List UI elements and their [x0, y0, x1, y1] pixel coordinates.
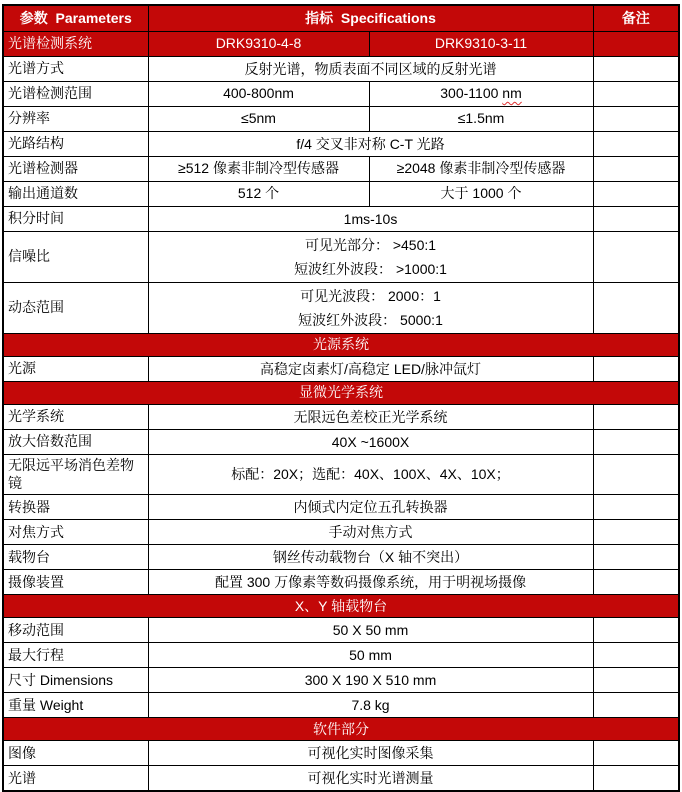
model-b-cell: DRK9310-3-11: [369, 31, 593, 56]
notes-cell: [593, 356, 679, 381]
spec-value-line: 配置 300 万像素等数码摄像系统，用于明视场摄像: [214, 574, 527, 591]
spec-row: [3, 231, 679, 282]
param-label-cell: 尺寸 Dimensions: [3, 668, 148, 693]
spec-value-cell: [148, 56, 593, 81]
spec-row: [3, 404, 679, 429]
section-header-row: [3, 381, 679, 404]
param-label-cell: 图像: [3, 741, 148, 766]
section-header-row: [3, 333, 679, 356]
notes-cell: [593, 206, 679, 231]
spec-value-cell: [148, 454, 593, 495]
spec-value-line: 可见光部分： >450:1: [304, 236, 437, 253]
spec-value-line: 50 X 50 mm: [332, 622, 409, 639]
notes-cell: [593, 618, 679, 643]
spec-row: [3, 741, 679, 766]
spec-value-cell: [148, 643, 593, 668]
spec-value-text: 300-1100: [440, 85, 503, 102]
param-label-cell: 光学系统: [3, 404, 148, 429]
spellcheck-underlined-text: nm: [502, 85, 522, 102]
spec-row: [3, 131, 679, 156]
notes-cell: [593, 643, 679, 668]
spec-value-line: 反射光谱，物质表面不同区域的反射光谱: [244, 60, 497, 77]
spec-value-line: 无限远色差校正光学系统: [293, 408, 448, 425]
spec-row: [3, 495, 679, 520]
spec-row: [3, 181, 679, 206]
spec-row: [3, 282, 679, 333]
notes-cell: [593, 131, 679, 156]
param-label-cell: 移动范围: [3, 618, 148, 643]
spec-row: [3, 81, 679, 106]
param-label-cell: 光路结构: [3, 131, 148, 156]
spec-row: [3, 429, 679, 454]
notes-cell: [593, 668, 679, 693]
spec-row: [3, 106, 679, 131]
section-title: 软件部分: [3, 718, 679, 741]
notes-cell: [593, 81, 679, 106]
param-label-cell: 光谱方式: [3, 56, 148, 81]
param-label-cell: 无限远平场消色差物镜: [3, 454, 148, 495]
spec-value-cell: ≥2048 像素非制冷型传感器: [369, 156, 593, 181]
notes-cell: [593, 106, 679, 131]
model-a-cell: DRK9310-4-8: [148, 31, 369, 56]
notes-cell: [593, 741, 679, 766]
spec-row: [3, 454, 679, 495]
param-label-cell: 转换器: [3, 495, 148, 520]
notes-cell: [593, 693, 679, 718]
spec-value-line: 高稳定卤素灯/高稳定 LED/脉冲氙灯: [260, 360, 481, 377]
spec-row: [3, 206, 679, 231]
spec-row: [3, 570, 679, 595]
section-header-row: [3, 718, 679, 741]
param-label-cell: 摄像装置: [3, 570, 148, 595]
col-header-specifications: 指标 Specifications: [148, 5, 593, 31]
spec-table: [2, 4, 680, 792]
model-header-row: [3, 31, 679, 56]
spec-row: [3, 356, 679, 381]
spec-value-cell: [148, 693, 593, 718]
spec-value-cell: [148, 545, 593, 570]
section-title: 光源系统: [3, 333, 679, 356]
param-label-cell: 信噪比: [3, 231, 148, 282]
notes-cell: [593, 282, 679, 333]
spec-row: [3, 56, 679, 81]
spec-value-cell: [148, 570, 593, 595]
spec-row: [3, 618, 679, 643]
param-label-cell: 动态范围: [3, 282, 148, 333]
notes-cell: [593, 495, 679, 520]
notes-cell: [593, 231, 679, 282]
section-header-row: [3, 595, 679, 618]
spec-row: [3, 545, 679, 570]
notes-cell: [593, 429, 679, 454]
param-label-cell: 光谱检测范围: [3, 81, 148, 106]
notes-cell: [593, 570, 679, 595]
spec-value-line: f/4 交叉非对称 C-T 光路: [296, 135, 445, 152]
spec-value-cell: ≤5nm: [148, 106, 369, 131]
notes-cell: [593, 454, 679, 495]
spec-value-line: 7.8 kg: [351, 697, 390, 714]
spec-row: [3, 643, 679, 668]
spec-value-line: 钢丝传动载物台（X 轴不突出）: [272, 549, 469, 566]
spec-value-cell: [148, 495, 593, 520]
spec-value-line: 可视化实时图像采集: [307, 745, 434, 762]
spec-value-cell: [148, 618, 593, 643]
spec-value-line: 短波红外波段： >1000:1: [294, 260, 447, 277]
spec-value-cell: ≤1.5nm: [369, 106, 593, 131]
param-label-cell: 载物台: [3, 545, 148, 570]
param-label-cell: 光谱检测系统: [3, 31, 148, 56]
spec-value-line: 50 mm: [349, 647, 392, 664]
spec-row: [3, 693, 679, 718]
notes-cell: [593, 31, 679, 56]
spec-value-cell: ≥512 像素非制冷型传感器: [148, 156, 369, 181]
spec-table-body: [3, 31, 679, 791]
spec-value-cell: [148, 404, 593, 429]
param-label-cell: 光谱: [3, 766, 148, 791]
section-title: 显微光学系统: [3, 381, 679, 404]
spec-value-cell: [148, 520, 593, 545]
param-label-cell: 积分时间: [3, 206, 148, 231]
notes-cell: [593, 520, 679, 545]
notes-cell: [593, 404, 679, 429]
notes-cell: [593, 545, 679, 570]
spec-value-line: 可见光波段： 2000：1: [300, 287, 441, 304]
spec-value-cell: [148, 356, 593, 381]
spec-value-cell: [148, 668, 593, 693]
spec-value-cell: [148, 741, 593, 766]
spec-value-cell: 512 个: [148, 181, 369, 206]
param-label-cell: 放大倍数范围: [3, 429, 148, 454]
col-header-parameters: 参数 Parameters: [3, 5, 148, 31]
spec-value-cell: [148, 131, 593, 156]
notes-cell: [593, 181, 679, 206]
param-label-cell: 光源: [3, 356, 148, 381]
param-label-cell: 重量 Weight: [3, 693, 148, 718]
notes-cell: [593, 56, 679, 81]
notes-cell: [593, 156, 679, 181]
spec-row: [3, 156, 679, 181]
spec-value-cell: [369, 81, 593, 106]
column-header-row: [3, 5, 679, 31]
spec-value-line: 标配：20X；选配：40X、100X、4X、10X；: [231, 466, 510, 483]
spec-value-line: 1ms-10s: [343, 210, 398, 227]
spec-value-line: 300 X 190 X 510 mm: [304, 672, 437, 689]
spec-value-cell: 400-800nm: [148, 81, 369, 106]
param-label-cell: 最大行程: [3, 643, 148, 668]
spec-value-cell: [148, 429, 593, 454]
spec-value-cell: [148, 231, 593, 282]
param-label-cell: 光谱检测器: [3, 156, 148, 181]
spec-value-line: 短波红外波段： 5000:1: [298, 311, 443, 328]
spec-value-line: 手动对焦方式: [328, 524, 413, 541]
spec-value-line: 内倾式内定位五孔转换器: [293, 499, 448, 516]
col-header-notes: 备注: [593, 5, 679, 31]
param-label-cell: 对焦方式: [3, 520, 148, 545]
spec-value-line: 40X ~1600X: [331, 433, 410, 450]
spec-value-cell: [148, 282, 593, 333]
spec-value-line: 可视化实时光谱测量: [307, 770, 434, 787]
param-label-cell: 分辨率: [3, 106, 148, 131]
spec-row: [3, 668, 679, 693]
spec-row: [3, 520, 679, 545]
param-label-cell: 输出通道数: [3, 181, 148, 206]
section-title: X、Y 轴载物台: [3, 595, 679, 618]
spec-value-cell: [148, 206, 593, 231]
spec-value-cell: 大于 1000 个: [369, 181, 593, 206]
